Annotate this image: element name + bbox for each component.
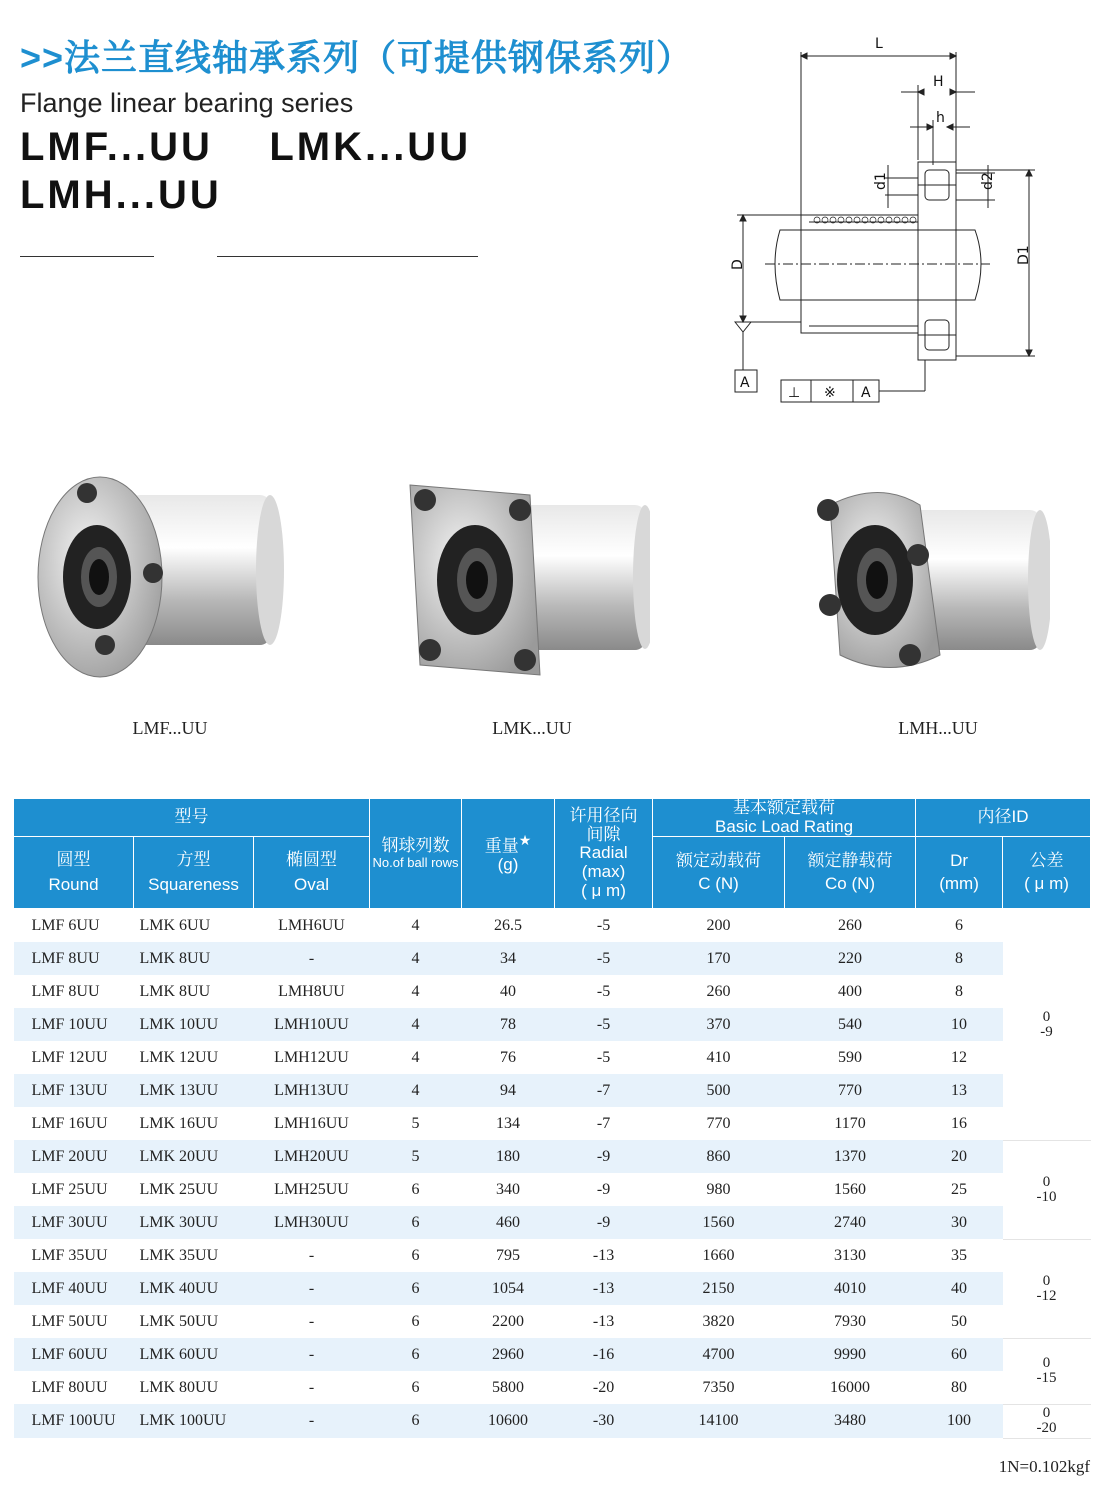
cell-round: LMF 50UU bbox=[31, 1312, 108, 1330]
cell-round: LMF 12UU bbox=[31, 1048, 108, 1066]
cell-co: 1560 bbox=[834, 1180, 867, 1198]
tolerance-lower: -10 bbox=[1036, 1188, 1057, 1205]
divider-right bbox=[217, 256, 478, 257]
cell-c: 4700 bbox=[653, 1338, 785, 1371]
cell-dr: 8 bbox=[955, 982, 964, 1000]
cell-weight: 460 bbox=[462, 1206, 555, 1239]
cell-weight: 1054 bbox=[462, 1272, 555, 1305]
dim-h: h bbox=[936, 110, 945, 126]
cell-radial: -13 bbox=[592, 1312, 615, 1330]
cell-oval: - bbox=[254, 1272, 370, 1305]
cell-weight: 78 bbox=[462, 1008, 555, 1041]
cell-radial: -5 bbox=[596, 916, 611, 934]
cell-oval: LMH30UU bbox=[254, 1206, 370, 1239]
table-row bbox=[14, 1305, 1091, 1338]
cell-tolerance bbox=[1003, 909, 1091, 1141]
cell-balls: 6 bbox=[370, 1272, 462, 1305]
tolerance-lower: -12 bbox=[1036, 1287, 1057, 1304]
cell-oval: - bbox=[308, 1246, 315, 1264]
cell-balls: 6 bbox=[411, 1180, 420, 1198]
cell-radial: -16 bbox=[555, 1338, 653, 1371]
cell-c: 500 bbox=[653, 1074, 785, 1107]
dim-D: D bbox=[730, 259, 746, 270]
cell-co: 9990 bbox=[785, 1338, 916, 1371]
header-round: 圆型 Round bbox=[14, 837, 134, 909]
cell-c: 1560 bbox=[653, 1206, 785, 1239]
header-weight: 重量★ (g) bbox=[462, 799, 555, 909]
tolerance-lower: -20 bbox=[1036, 1420, 1057, 1437]
dim-d1: d1 bbox=[873, 172, 889, 190]
cell-dr: 80 bbox=[951, 1378, 968, 1396]
cell-square: LMK 8UU bbox=[139, 982, 211, 1000]
cell-dr: 30 bbox=[916, 1206, 1003, 1239]
cell-radial: -5 bbox=[596, 982, 611, 1000]
model-line-2: LMH...UU bbox=[20, 173, 222, 217]
cell-round: LMF 10UU bbox=[14, 1008, 134, 1041]
cell-square: LMK 80UU bbox=[139, 1378, 219, 1396]
cell-oval: LMH8UU bbox=[278, 982, 345, 1000]
cell-dr: 100 bbox=[916, 1404, 1003, 1438]
cell-radial: -9 bbox=[555, 1206, 653, 1239]
header-radial: 许用径向间隙 Radial (max) ( μ m) bbox=[555, 799, 653, 909]
cell-balls: 5 bbox=[411, 1114, 420, 1132]
cell-c: 770 bbox=[706, 1114, 731, 1132]
cell-radial: -13 bbox=[555, 1272, 653, 1305]
table-row bbox=[14, 1140, 1091, 1173]
cell-co: 4010 bbox=[785, 1272, 916, 1305]
cell-c: 200 bbox=[706, 916, 731, 934]
product-image-lmh bbox=[800, 465, 1050, 695]
cell-balls: 5 bbox=[370, 1140, 462, 1173]
cell-weight: 76 bbox=[500, 1048, 517, 1066]
cell-weight: 26.5 bbox=[494, 916, 523, 934]
table-row bbox=[14, 942, 1091, 975]
cell-oval: LMH25UU bbox=[274, 1180, 349, 1198]
cell-radial: -9 bbox=[596, 1180, 611, 1198]
cell-tolerance bbox=[1003, 1404, 1091, 1438]
cell-radial: -7 bbox=[555, 1074, 653, 1107]
cell-co: 220 bbox=[785, 942, 916, 975]
cell-c: 260 bbox=[706, 982, 731, 1000]
cell-square: LMK 20UU bbox=[134, 1140, 254, 1173]
cell-balls: 6 bbox=[370, 1404, 462, 1438]
table-row bbox=[14, 1173, 1091, 1206]
cell-dr: 13 bbox=[916, 1074, 1003, 1107]
cell-balls: 4 bbox=[411, 916, 420, 934]
cell-dr: 60 bbox=[916, 1338, 1003, 1371]
table-row bbox=[14, 1404, 1091, 1438]
cell-co: 590 bbox=[838, 1048, 863, 1066]
perpendicular-symbol: ⊥ bbox=[788, 385, 801, 401]
cell-dr: 25 bbox=[951, 1180, 968, 1198]
table-row bbox=[14, 1272, 1091, 1305]
cell-balls: 4 bbox=[411, 1048, 420, 1066]
cell-tolerance bbox=[1003, 1239, 1091, 1338]
cell-c: 980 bbox=[706, 1180, 731, 1198]
caption-lmk: LMK...UU bbox=[492, 718, 572, 738]
header-oval: 椭圆型 Oval bbox=[254, 837, 370, 909]
header-dynamic-load: 额定动载荷 C (N) bbox=[653, 837, 785, 909]
tolerance-upper: 0 bbox=[1042, 1405, 1051, 1422]
cell-radial: -5 bbox=[555, 1008, 653, 1041]
cell-radial: -13 bbox=[592, 1246, 615, 1264]
cell-square: LMK 16UU bbox=[139, 1114, 219, 1132]
table-row bbox=[14, 975, 1091, 1008]
cell-oval: LMH6UU bbox=[278, 916, 345, 934]
cell-square: LMK 12UU bbox=[139, 1048, 219, 1066]
cell-co: 540 bbox=[785, 1008, 916, 1041]
cell-balls: 6 bbox=[370, 1338, 462, 1371]
cell-oval: - bbox=[254, 942, 370, 975]
cell-co: 2740 bbox=[785, 1206, 916, 1239]
cell-square: LMK 25UU bbox=[139, 1180, 219, 1198]
cell-round: LMF 8UU bbox=[14, 942, 134, 975]
cell-balls: 6 bbox=[411, 1312, 420, 1330]
cell-radial: -5 bbox=[555, 942, 653, 975]
cell-oval: LMH12UU bbox=[274, 1048, 349, 1066]
cell-square: LMK 8UU bbox=[134, 942, 254, 975]
cell-co: 7930 bbox=[834, 1312, 867, 1330]
cell-round: LMF 6UU bbox=[31, 916, 100, 934]
cell-square: LMK 50UU bbox=[139, 1312, 219, 1330]
cell-round: LMF 25UU bbox=[31, 1180, 108, 1198]
cell-round: LMF 35UU bbox=[31, 1246, 108, 1264]
cell-radial: -30 bbox=[555, 1404, 653, 1438]
header-model: 型号 bbox=[14, 799, 370, 837]
cell-square: LMK 100UU bbox=[134, 1404, 254, 1438]
table-row bbox=[14, 1206, 1091, 1239]
table-row bbox=[14, 1338, 1091, 1371]
cell-oval: LMH16UU bbox=[274, 1114, 349, 1132]
cell-square: LMK 30UU bbox=[134, 1206, 254, 1239]
dim-D1: D1 bbox=[1016, 245, 1032, 265]
model-line-1: LMF...UU LMK...UU bbox=[20, 125, 472, 169]
cell-weight: 180 bbox=[462, 1140, 555, 1173]
header-inner-diameter: 内径ID bbox=[916, 799, 1091, 837]
cell-c: 410 bbox=[706, 1048, 731, 1066]
cell-c: 370 bbox=[653, 1008, 785, 1041]
cell-round: LMF 40UU bbox=[14, 1272, 134, 1305]
cell-tolerance bbox=[1003, 1338, 1091, 1404]
cell-balls: 4 bbox=[370, 1074, 462, 1107]
cell-round: LMF 60UU bbox=[14, 1338, 134, 1371]
cell-weight: 5800 bbox=[492, 1378, 525, 1396]
cell-square: LMK 60UU bbox=[134, 1338, 254, 1371]
cell-dr: 12 bbox=[951, 1048, 968, 1066]
cell-square: LMK 6UU bbox=[139, 916, 211, 934]
cell-weight: 2200 bbox=[492, 1312, 525, 1330]
table-row bbox=[14, 1239, 1091, 1272]
tolerance-lower: -15 bbox=[1036, 1370, 1057, 1387]
cell-weight: 795 bbox=[496, 1246, 521, 1264]
cell-co: 1370 bbox=[785, 1140, 916, 1173]
header-ball-rows: 钢球列数 No.of ball rows bbox=[370, 799, 462, 909]
tolerance-upper: 0 bbox=[1042, 1355, 1051, 1372]
cell-weight: 40 bbox=[500, 982, 517, 1000]
tolerance-upper: 0 bbox=[1042, 1272, 1051, 1289]
caption-lmh: LMH...UU bbox=[898, 718, 978, 738]
spec-table bbox=[13, 798, 1091, 1439]
cell-round: LMF 100UU bbox=[14, 1404, 134, 1438]
cell-dr: 50 bbox=[951, 1312, 968, 1330]
cell-dr: 35 bbox=[951, 1246, 968, 1264]
cell-round: LMF 13UU bbox=[14, 1074, 134, 1107]
header-dr: Dr (mm) bbox=[916, 837, 1003, 909]
cell-round: LMF 80UU bbox=[31, 1378, 108, 1396]
page-title: >>法兰直线轴承系列（可提供钢保系列） bbox=[20, 37, 694, 78]
cell-dr: 20 bbox=[916, 1140, 1003, 1173]
cell-co: 770 bbox=[785, 1074, 916, 1107]
cell-co: 400 bbox=[838, 982, 863, 1000]
tolerance-upper: 0 bbox=[1042, 1173, 1051, 1190]
product-image-lmf bbox=[35, 465, 285, 695]
cell-radial: -7 bbox=[596, 1114, 611, 1132]
cell-weight: 134 bbox=[496, 1114, 521, 1132]
cell-co: 260 bbox=[838, 916, 863, 934]
cell-co: 3130 bbox=[834, 1246, 867, 1264]
datum-A: A bbox=[740, 375, 750, 391]
table-row bbox=[14, 1074, 1091, 1107]
cell-radial: -5 bbox=[596, 1048, 611, 1066]
cell-c: 7350 bbox=[702, 1378, 735, 1396]
cell-dr: 16 bbox=[951, 1114, 968, 1132]
cell-round: LMF 16UU bbox=[31, 1114, 108, 1132]
cell-square: LMK 13UU bbox=[134, 1074, 254, 1107]
cell-round: LMF 8UU bbox=[31, 982, 100, 1000]
table-row bbox=[14, 1008, 1091, 1041]
cell-oval: LMH13UU bbox=[254, 1074, 370, 1107]
tolerance-value: ※ bbox=[824, 385, 836, 401]
cell-square: LMK 40UU bbox=[134, 1272, 254, 1305]
cell-weight: 10600 bbox=[462, 1404, 555, 1438]
cell-c: 2150 bbox=[653, 1272, 785, 1305]
table-row bbox=[14, 1371, 1091, 1404]
cell-oval: LMH20UU bbox=[254, 1140, 370, 1173]
table-row bbox=[14, 909, 1091, 943]
unit-footnote: 1N=0.102kgf bbox=[998, 1457, 1090, 1476]
cell-c: 1660 bbox=[702, 1246, 735, 1264]
cell-radial: -9 bbox=[555, 1140, 653, 1173]
cell-oval: - bbox=[254, 1404, 370, 1438]
cell-weight: 340 bbox=[496, 1180, 521, 1198]
header-tolerance: 公差 ( μ m) bbox=[1003, 837, 1091, 909]
cell-co: 1170 bbox=[834, 1114, 866, 1132]
dim-d2: d2 bbox=[980, 172, 996, 190]
tolerance-lower: -9 bbox=[1040, 1023, 1053, 1040]
cell-weight: 94 bbox=[462, 1074, 555, 1107]
tolerance-upper: 0 bbox=[1042, 1008, 1051, 1025]
cell-co: 3480 bbox=[785, 1404, 916, 1438]
cell-dr: 8 bbox=[916, 942, 1003, 975]
cell-round: LMF 30UU bbox=[14, 1206, 134, 1239]
cell-balls: 6 bbox=[411, 1378, 420, 1396]
cell-radial: -20 bbox=[592, 1378, 615, 1396]
header-load-rating: 基本额定载荷 Basic Load Rating bbox=[653, 799, 916, 837]
table-row bbox=[14, 1107, 1091, 1140]
tolerance-datum: A bbox=[861, 385, 871, 401]
cell-square: LMK 10UU bbox=[134, 1008, 254, 1041]
cell-dr: 6 bbox=[955, 916, 964, 934]
cell-weight: 34 bbox=[462, 942, 555, 975]
page-subtitle: Flange linear bearing series bbox=[20, 88, 354, 118]
caption-lmf: LMF...UU bbox=[132, 718, 208, 738]
cell-tolerance bbox=[1003, 1140, 1091, 1239]
cell-weight: 2960 bbox=[462, 1338, 555, 1371]
divider-left bbox=[20, 256, 154, 257]
cell-balls: 6 bbox=[411, 1246, 420, 1264]
cell-oval: LMH10UU bbox=[254, 1008, 370, 1041]
cell-balls: 6 bbox=[370, 1206, 462, 1239]
dim-L: L bbox=[875, 36, 883, 52]
cell-balls: 4 bbox=[370, 942, 462, 975]
product-image-lmk bbox=[400, 465, 650, 695]
cell-square: LMK 35UU bbox=[139, 1246, 219, 1264]
dim-H: H bbox=[933, 74, 944, 90]
cell-c: 170 bbox=[653, 942, 785, 975]
cell-dr: 10 bbox=[916, 1008, 1003, 1041]
cell-co: 16000 bbox=[830, 1378, 871, 1396]
header-static-load: 额定静载荷 Co (N) bbox=[785, 837, 916, 909]
cell-c: 3820 bbox=[702, 1312, 735, 1330]
cell-balls: 4 bbox=[370, 1008, 462, 1041]
cell-oval: - bbox=[308, 1312, 315, 1330]
header-square: 方型 Squareness bbox=[134, 837, 254, 909]
cell-dr: 40 bbox=[916, 1272, 1003, 1305]
dimension-drawing bbox=[725, 30, 1070, 410]
cell-oval: - bbox=[308, 1378, 315, 1396]
cell-c: 860 bbox=[653, 1140, 785, 1173]
cell-c: 14100 bbox=[653, 1404, 785, 1438]
table-row bbox=[14, 1041, 1091, 1074]
cell-oval: - bbox=[254, 1338, 370, 1371]
cell-balls: 4 bbox=[411, 982, 420, 1000]
cell-round: LMF 20UU bbox=[14, 1140, 134, 1173]
